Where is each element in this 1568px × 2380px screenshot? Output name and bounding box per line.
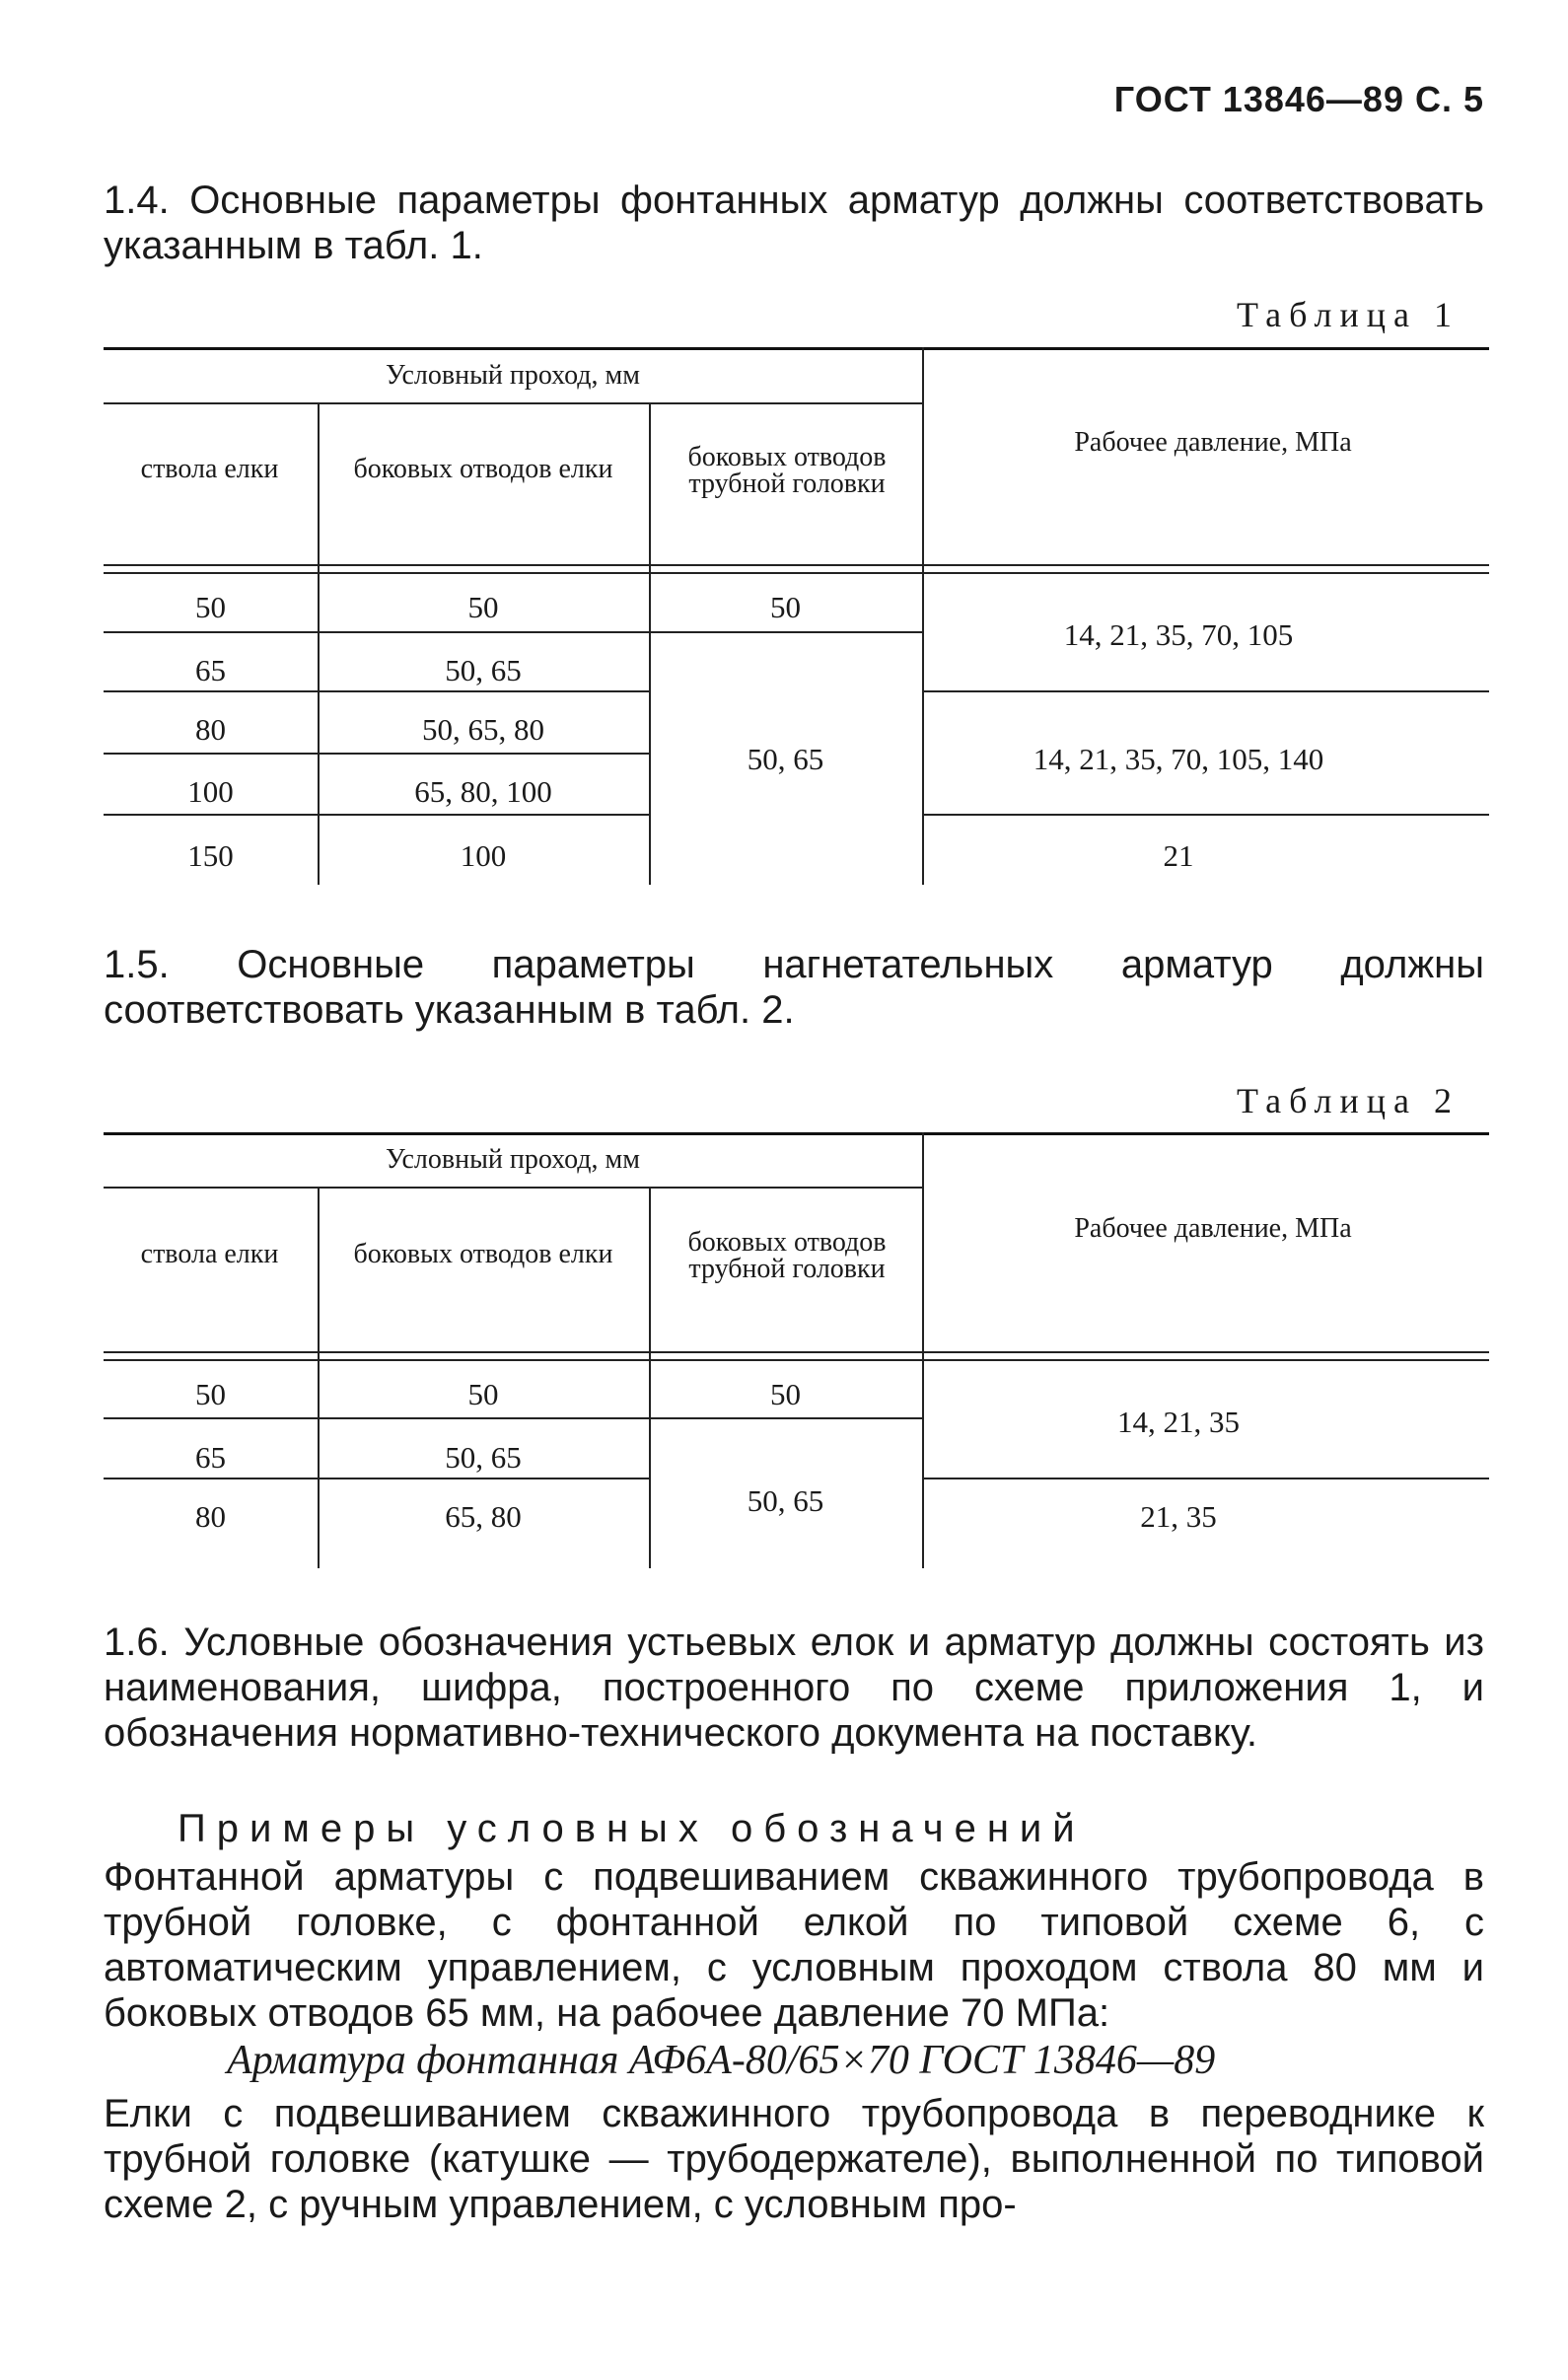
table1-row5-trunk: 150 [187,838,234,873]
table1-row3-side: 50, 65, 80 [422,712,544,747]
paragraph-1-5: 1.5. Основные параметры нагнетательных арматур должны соответствовать указанным в табл. 2. [104,943,1484,1032]
paragraph-1-6: 1.6. Условные обозначения устьевых елок и арматур должны состоять из наименования, шифра, построенного по схеме приложения 1, и обозначения нормативно-технического документа на поставку. [104,1621,1484,1755]
table1-head-tube: боковых отводов трубной головки [687,442,887,499]
table1-row1-trunk: 50 [195,590,226,624]
table1-row2-side: 50, 65 [445,653,522,687]
table2-tube1: 50 [770,1377,801,1411]
table2-caption: Таблица 2 [1237,1081,1460,1120]
table2-tube2: 50, 65 [747,1483,824,1518]
table1-head-trunk: ствола елки [140,454,279,484]
table1-row4-trunk: 100 [187,774,234,809]
table1-row1-side: 50 [467,590,499,624]
table1-caption: Таблица 1 [1237,295,1460,334]
table1-tube1: 50 [770,590,801,624]
table1-row3-trunk: 80 [195,712,226,747]
table2-row2-trunk: 65 [195,1440,226,1475]
page-header: ГОСТ 13846—89 С. 5 [1113,79,1484,119]
table2-head-pressure: Рабочее давление, МПа [1074,1213,1352,1244]
table1-pressure1: 14, 21, 35, 70, 105 [1063,617,1294,652]
table2-row2-side: 50, 65 [445,1440,522,1475]
table2-row3-trunk: 80 [195,1499,226,1534]
table1-head-pressure: Рабочее давление, МПа [1074,427,1352,458]
table1-row2-trunk: 65 [195,653,226,687]
example2-text: Елки с подвешиванием скважинного трубопровода в переводнике к трубной головке (катушке — трубодержателе), выполненной по типовой схеме 2, с ручным управлением, с условным про- [104,2092,1484,2226]
table2-head-group: Условный проход, мм [386,1144,640,1175]
examples-title: Примеры условных обозначений [178,1807,1086,1850]
table2-head-trunk: ствола елки [140,1239,279,1269]
table2-row1-side: 50 [467,1377,499,1411]
table1-row5-side: 100 [460,838,507,873]
table1-row4-side: 65, 80, 100 [414,774,552,809]
paragraph-1-4: 1.4. Основные параметры фонтанных арматур должны соответствовать указанным в табл. 1. [104,179,1484,267]
table1-tube2: 50, 65 [747,742,824,776]
table1-pressure2: 14, 21, 35, 70, 105, 140 [1033,742,1324,776]
table1-pressure3: 21 [1163,838,1194,873]
example1-text: Фонтанной арматуры с подвешиванием скважинного трубопровода в трубной головке, с фонтанной елкой по типовой схеме 6, с автоматическим управлением, с условным проходом ствола 80 мм и боковых отводов 65 мм, на рабочее давление 70 МПа: [104,1855,1484,2035]
table2-head-side: боковых отводов елки [353,1239,613,1269]
table2-row1-trunk: 50 [195,1377,226,1411]
example1-designation: Арматура фонтанная АФ6А-80/65×70 ГОСТ 13846—89 [227,2038,1216,2083]
table2-pressure1: 14, 21, 35 [1117,1405,1240,1439]
table2-row3-side: 65, 80 [445,1499,522,1534]
table1-head-group: Условный проход, мм [386,360,640,391]
table2-head-tube: боковых отводов трубной головки [687,1227,887,1284]
table1-head-side: боковых отводов елки [353,454,613,484]
table2-pressure2: 21, 35 [1140,1499,1217,1534]
